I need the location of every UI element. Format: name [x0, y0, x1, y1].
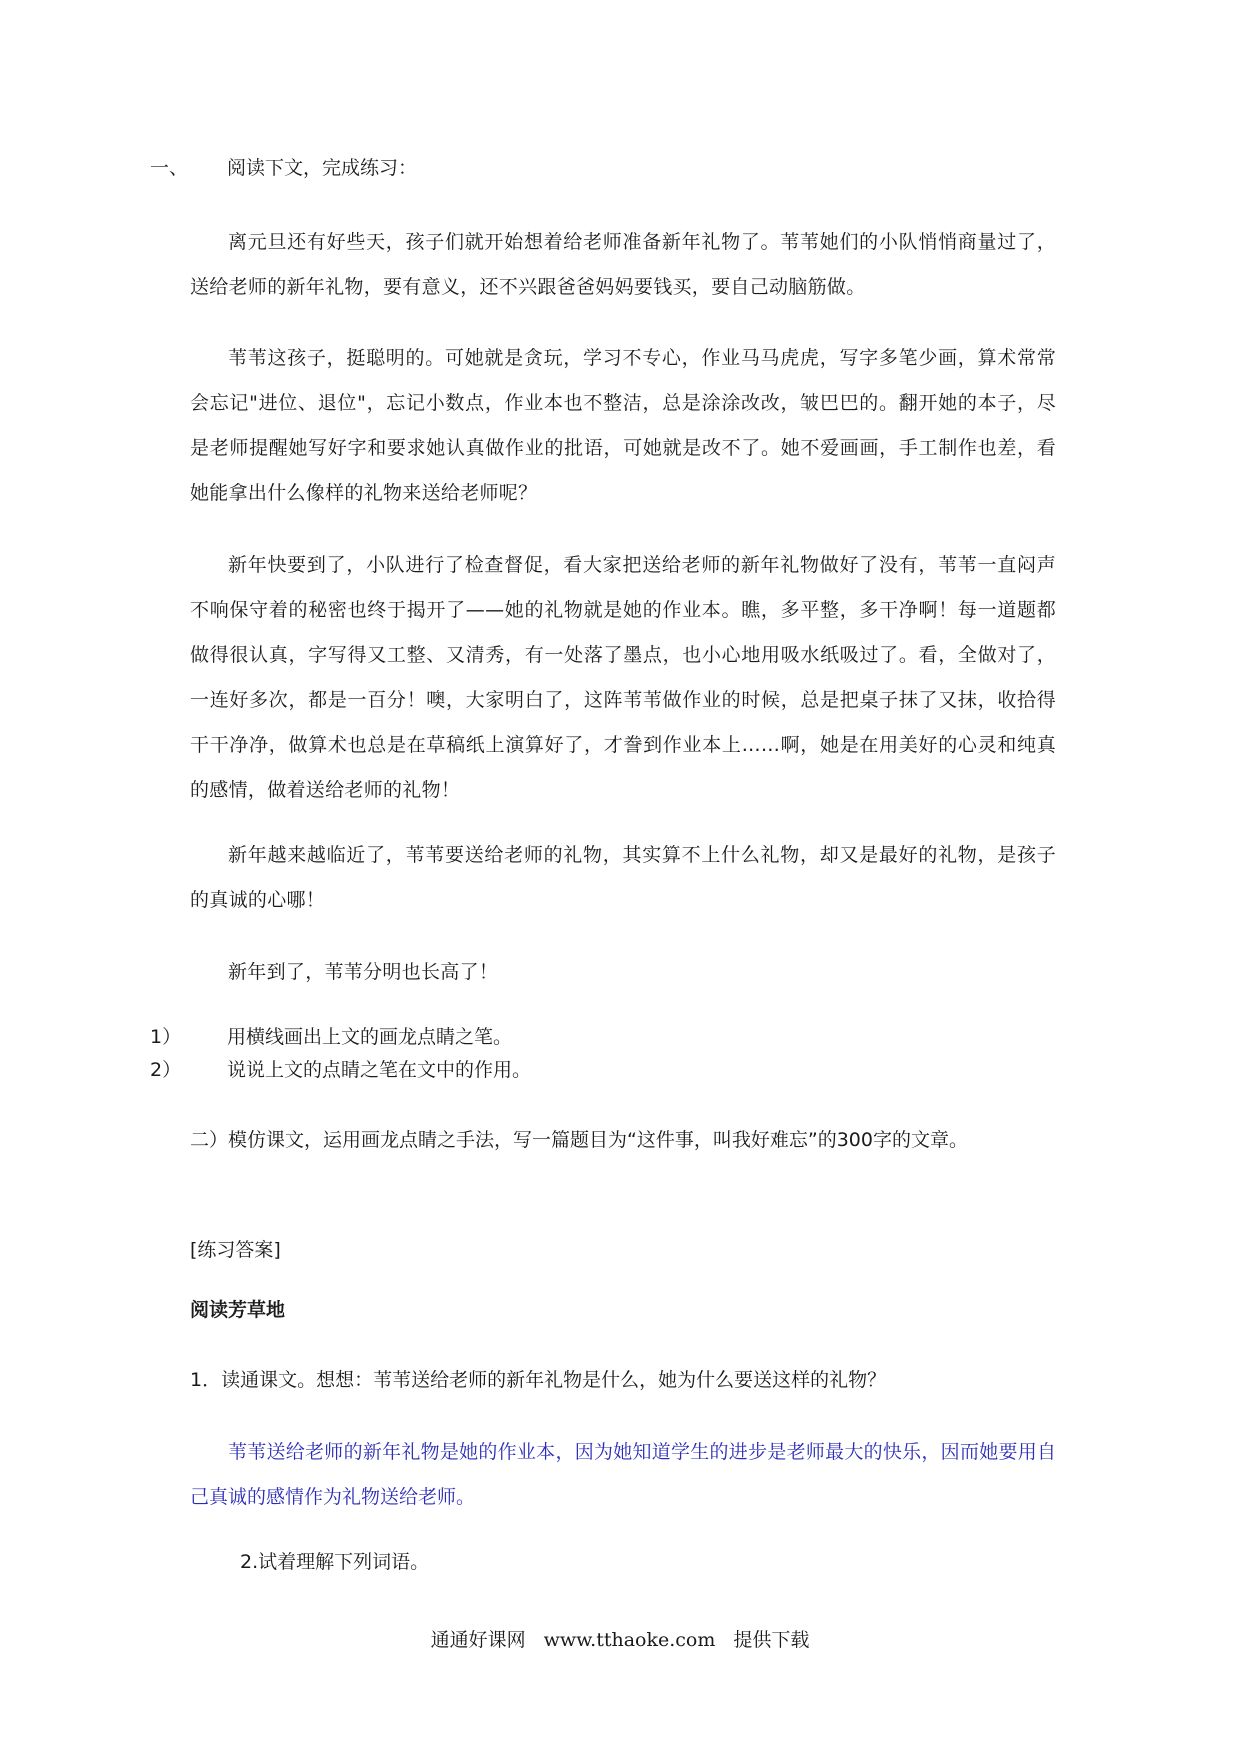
question-text: 说说上文的点睛之笔在文中的作用。 — [227, 1059, 532, 1081]
footer-site-name: 通通好课网 — [430, 1629, 526, 1651]
section-number: 一、 — [150, 157, 189, 179]
passage-paragraph-1: 离元旦还有好些天，孩子们就开始想着给老师准备新年礼物了。苇苇她们的小队悄悄商量过了，送给老师的新年礼物，要有意义，还不兴跟爸爸妈妈要钱买，要自己动脑筋做。 — [190, 231, 1056, 298]
answers-subheading: 阅读芳草地 — [190, 1299, 286, 1321]
page-footer — [0, 1625, 1240, 1655]
question-text: 用横线画出上文的画龙点睛之笔。 — [227, 1026, 513, 1048]
passage-paragraph-4: 新年越来越临近了，苇苇要送给老师的礼物，其实算不上什么礼物，却又是最好的礼物，是孩子的真诚的心哪！ — [190, 844, 1056, 911]
passage-paragraph-2: 苇苇这孩子，挺聪明的。可她就是贪玩，学习不专心，作业马马虎虎，写字多笔少画，算术常常会忘记"进位、退位"，忘记小数点，作业本也不整洁，总是涂涂改改，皱巴巴的。翻开她的本子，尽是老师提醒她写好字和要求她认真做作业的批语，可她就是改不了。她不爱画画，手工制作也差，看她能拿出什么像样的礼物来送给老师呢？ — [190, 347, 1056, 504]
passage-paragraph-3: 新年快要到了，小队进行了检查督促，看大家把送给老师的新年礼物做好了没有，苇苇一直闷声不响保守着的秘密也终于揭开了——她的礼物就是她的作业本。瞧，多平整，多干净啊！每一道题都做得很认真，字写得又工整、又清秀，有一处落了墨点，也小心地用吸水纸吸过了。看，全做对了，一连好多次，都是一百分！噢，大家明白了，这阵苇苇做作业的时候，总是把桌子抹了又抹，收拾得干干净净，做算术也总是在草稿纸上演算好了，才誊到作业本上……啊，她是在用美好的心灵和纯真的感情，做着送给老师的礼物！ — [190, 554, 1056, 801]
question-number: 2） — [150, 1059, 182, 1081]
section-title: 阅读下文，完成练习： — [227, 157, 418, 179]
answer-question-2: 2.试着理解下列词语。 — [240, 1551, 430, 1573]
footer-suffix: 提供下载 — [733, 1629, 810, 1651]
writing-task: 二）模仿课文，运用画龙点睛之手法，写一篇题目为“这件事，叫我好难忘”的300字的文章。 — [190, 1129, 968, 1151]
answers-heading: [练习答案] — [190, 1239, 281, 1261]
answer-text-1: 苇苇送给老师的新年礼物是她的作业本，因为她知道学生的进步是老师最大的快乐，因而她要用自己真诚的感情作为礼物送给老师。 — [190, 1441, 1056, 1508]
answer-question-1: 1．读通课文。想想：苇苇送给老师的新年礼物是什么，她为什么要送这样的礼物？ — [190, 1369, 887, 1391]
passage-paragraph-5: 新年到了，苇苇分明也长高了！ — [228, 961, 499, 983]
footer-url[interactable]: www.tthaoke.com — [543, 1629, 716, 1651]
question-number: 1） — [150, 1026, 182, 1048]
